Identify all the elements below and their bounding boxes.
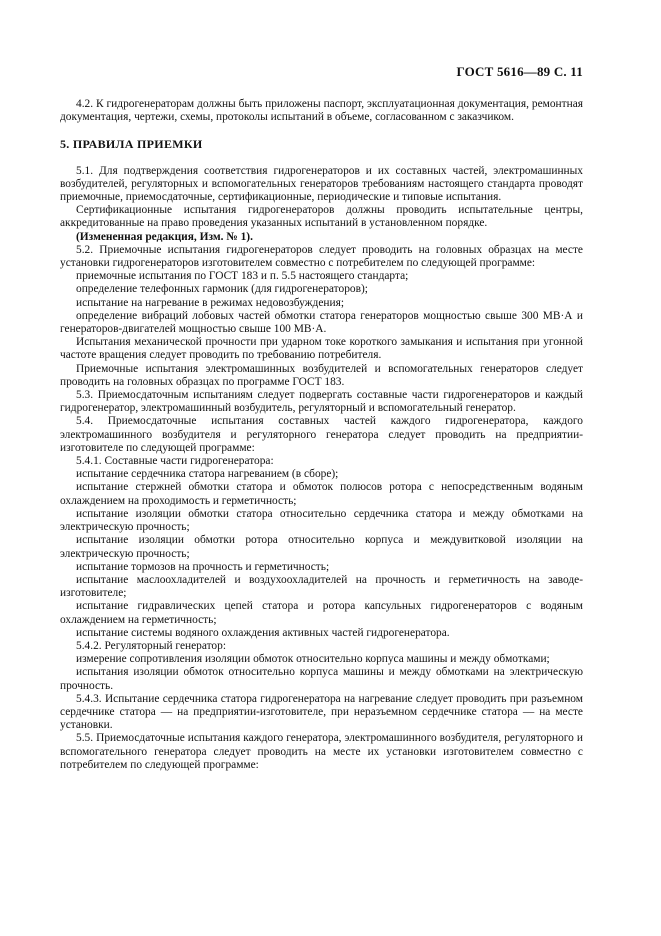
list-item: измерение сопротивления изоляции обмоток относительно корпуса машины и между обмотками; xyxy=(76,653,550,666)
list-item: испытание сердечника статора нагреванием (в сборе); xyxy=(76,468,339,481)
paragraph-5-4-1: 5.4.1. Составные части гидрогенератора: xyxy=(76,455,274,468)
paragraph-5-4-3: 5.4.3. Испытание сердечника статора гидрогенератора на нагревание следует проводить при разъемном сердечнике статора — на предприятии-изготовителе, при неразъемном сердечнике статора — на месте установки. xyxy=(60,692,583,732)
list-item: испытание изоляции обмотки ротора относительно корпуса и междувитковой изоляции на электрическую прочность; xyxy=(60,534,583,560)
paragraph-5-1-certification: Сертификационные испытания гидрогенераторов должны проводить испытательные центры, аккредитованные на право проведения указанных испытаний в установленном порядке. xyxy=(60,204,583,230)
list-item: определение вибраций лобовых частей обмотки статора генераторов мощностью свыше 300 МВ·А и генераторов-двигателей мощностью свыше 100 МВ·А. xyxy=(60,309,583,336)
paragraph-5-1: 5.1. Для подтверждения соответствия гидрогенераторов и их составных частей, электромашинных возбудителей, регуляторных и вспомогательных генераторов требованиям настоящего стандарта проводят приемочные, приемосдаточные, сертификационные, периодические и типовые испытания. xyxy=(60,164,583,204)
paragraph-mechanical-tests: Испытания механической прочности при ударном токе короткого замыкания и испытания при угонной частоте вращения следует проводить по требованию потребителя. xyxy=(60,336,583,362)
list-item: испытание маслоохладителей и воздухоохладителей на прочность и герметичность на заводе-изготовителе; xyxy=(60,573,583,600)
list-item: испытания изоляции обмоток относительно корпуса машины и между обмотками на электрическую прочность. xyxy=(60,666,583,692)
paragraph-5-5: 5.5. Приемосдаточные испытания каждого генератора, электромашинного возбудителя, регуляторного и вспомогательного генератора следует проводить на месте их установки изготовителем совместно с потребителем по следующей программе: xyxy=(60,732,583,771)
paragraph-5-4: 5.4. Приемосдаточные испытания составных частей каждого гидрогенератора, каждого электромашинного возбудителя и регуляторного генератора следует проводить на предприятии-изготовителе по следующей программе: xyxy=(60,415,583,454)
list-item: определение телефонных гармоник (для гидрогенераторов); xyxy=(76,283,368,296)
paragraph-5-3: 5.3. Приемосдаточным испытаниям следует подвергать составные части гидрогенераторов и каждый гидрогенератор, электромашинный возбудитель, регуляторный и вспомогательный генератор. xyxy=(60,389,583,415)
list-item: испытание тормозов на прочность и герметичность; xyxy=(76,560,330,573)
paragraph-5-4-2: 5.4.2. Регуляторный генератор: xyxy=(76,639,226,652)
paragraph-4-2: 4.2. К гидрогенераторам должны быть приложены паспорт, эксплуатационная документация, ремонтная документация, чертежи, схемы, протоколы испытаний в объеме, согласованном с заказчиком. xyxy=(60,98,583,124)
amendment-note: (Измененная редакция, Изм. № 1). xyxy=(76,230,253,243)
list-item: приемочные испытания по ГОСТ 183 и п. 5.5 настоящего стандарта; xyxy=(76,270,409,283)
running-header: ГОСТ 5616—89 С. 11 xyxy=(456,64,583,79)
list-item: испытание стержней обмотки статора и обмоток полюсов ротора с непосредственным водяным охлаждением на проходимость и герметичность; xyxy=(60,481,583,507)
paragraph-5-2: 5.2. Приемочные испытания гидрогенераторов следует проводить на головных образцах на месте установки гидрогенераторов изготовителем совместно с потребителем по следующей программе: xyxy=(60,243,583,270)
section-title: 5. ПРАВИЛА ПРИЕМКИ xyxy=(60,137,203,152)
list-item: испытание гидравлических цепей статора и ротора капсульных гидрогенераторов с водяным охлаждением на герметичность; xyxy=(60,600,583,626)
list-item: испытание изоляции обмотки статора относительно сердечника статора и между обмотками на электрическую прочность; xyxy=(60,507,583,534)
document-body xyxy=(60,98,583,772)
list-item: испытание системы водяного охлаждения активных частей гидрогенератора. xyxy=(76,626,450,639)
list-item: испытание на нагревание в режимах недовозбуждения; xyxy=(76,296,345,309)
paragraph-exciter-tests: Приемочные испытания электромашинных возбудителей и вспомогательных генераторов следует проводить на головных образцах по программе ГОСТ 183. xyxy=(60,362,583,388)
